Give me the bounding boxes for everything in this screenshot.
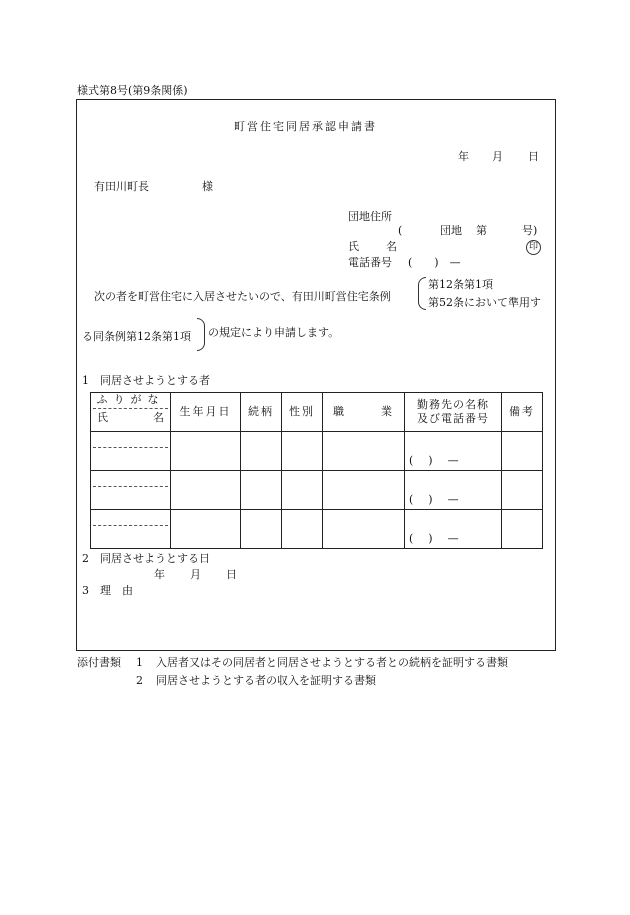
right-brace	[197, 318, 205, 351]
header-name	[91, 393, 171, 432]
cell-name[interactable]	[91, 432, 171, 471]
cell-sex[interactable]	[282, 432, 323, 471]
addressee-honorific: 様	[202, 180, 213, 193]
ordinance-option-1: 第12条第1項	[428, 278, 493, 291]
cell-employer[interactable]	[405, 471, 502, 510]
date-day: 日	[528, 150, 539, 163]
table-header-row	[91, 393, 543, 432]
phone-format: ( ) —	[408, 256, 461, 269]
cell-sex[interactable]	[282, 510, 323, 549]
form-number: 様式第8号(第9条関係)	[77, 84, 188, 97]
cell-notes[interactable]	[502, 432, 543, 471]
employer-phone: ( ) —	[409, 493, 461, 507]
table-row	[91, 471, 543, 510]
section-3-heading: 3 理 由	[82, 584, 133, 597]
employer-phone: ( ) —	[409, 532, 461, 546]
danchi-go: 号)	[522, 224, 538, 237]
cell-birthdate[interactable]	[171, 510, 241, 549]
name-label-second: 名	[386, 240, 397, 253]
addressee-name: 有田川町長	[94, 180, 149, 193]
cell-relation[interactable]	[241, 432, 282, 471]
attachment-2-text: 同居させようとする者の収入を証明する書類	[156, 674, 376, 687]
cell-occupation[interactable]	[323, 432, 405, 471]
cell-occupation[interactable]	[323, 471, 405, 510]
header-occupation-first: 職	[333, 405, 346, 419]
attachment-1-number: 1	[136, 656, 143, 669]
header-shimei-first: 氏	[97, 410, 108, 424]
body-line-1: 次の者を町営住宅に入居させたいので、有田川町営住宅条例	[94, 290, 391, 303]
name-label-first: 氏	[348, 240, 359, 253]
cell-sex[interactable]	[282, 471, 323, 510]
attachments-label: 添付書類	[77, 656, 121, 669]
header-relation: 続柄	[241, 393, 282, 432]
table-row	[91, 510, 543, 549]
header-occupation	[323, 393, 405, 432]
body-line-2-left: る同条例第12条第1項	[82, 330, 191, 343]
seal-mark	[526, 239, 541, 255]
section-2-month: 月	[190, 568, 201, 581]
seal-icon: 印	[526, 240, 541, 255]
table-row	[91, 432, 543, 471]
cell-relation[interactable]	[241, 471, 282, 510]
cell-birthdate[interactable]	[171, 471, 241, 510]
attachment-2-number: 2	[136, 674, 143, 687]
employer-phone: ( ) —	[409, 454, 461, 468]
cohabitant-table	[90, 392, 543, 549]
cell-employer[interactable]	[405, 432, 502, 471]
document-title: 町営住宅同居承認申請書	[234, 120, 377, 133]
address-label: 団地住所	[348, 210, 392, 223]
left-brace	[418, 277, 426, 310]
section-1-heading: 1 同居させようとする者	[82, 374, 210, 387]
danchi-label: 団地	[440, 224, 462, 237]
date-year: 年	[458, 150, 469, 163]
ordinance-option-2: 第52条において準用す	[428, 296, 541, 309]
cell-employer[interactable]	[405, 510, 502, 549]
header-shimei-second: 名	[153, 410, 164, 424]
cell-name[interactable]	[91, 471, 171, 510]
header-sex: 性別	[282, 393, 323, 432]
attachment-1-text: 入居者又はその同居者と同居させようとする者との続柄を証明する書類	[156, 656, 508, 669]
cell-name[interactable]	[91, 510, 171, 549]
section-2-year: 年	[154, 568, 165, 581]
header-employer-line2: 及び電話番号	[417, 412, 489, 425]
header-employer-line1: 勤務先の名称	[417, 397, 489, 411]
cell-relation[interactable]	[241, 510, 282, 549]
danchi-dai: 第	[476, 224, 487, 237]
header-birthdate: 生年月日	[171, 393, 241, 432]
danchi-open-paren: (	[398, 224, 403, 237]
section-2-heading: 2 同居させようとする日	[82, 552, 210, 565]
header-occupation-second: 業	[381, 405, 394, 419]
header-notes: 備考	[502, 393, 543, 432]
cell-notes[interactable]	[502, 510, 543, 549]
header-furigana: ふりがな	[93, 393, 168, 409]
date-month: 月	[492, 150, 503, 163]
cell-notes[interactable]	[502, 471, 543, 510]
body-line-2-right: の規定により申請します。	[208, 326, 340, 339]
section-2-day: 日	[226, 568, 237, 581]
cell-birthdate[interactable]	[171, 432, 241, 471]
header-employer	[405, 393, 502, 432]
phone-label: 電話番号	[348, 256, 392, 269]
cell-occupation[interactable]	[323, 510, 405, 549]
